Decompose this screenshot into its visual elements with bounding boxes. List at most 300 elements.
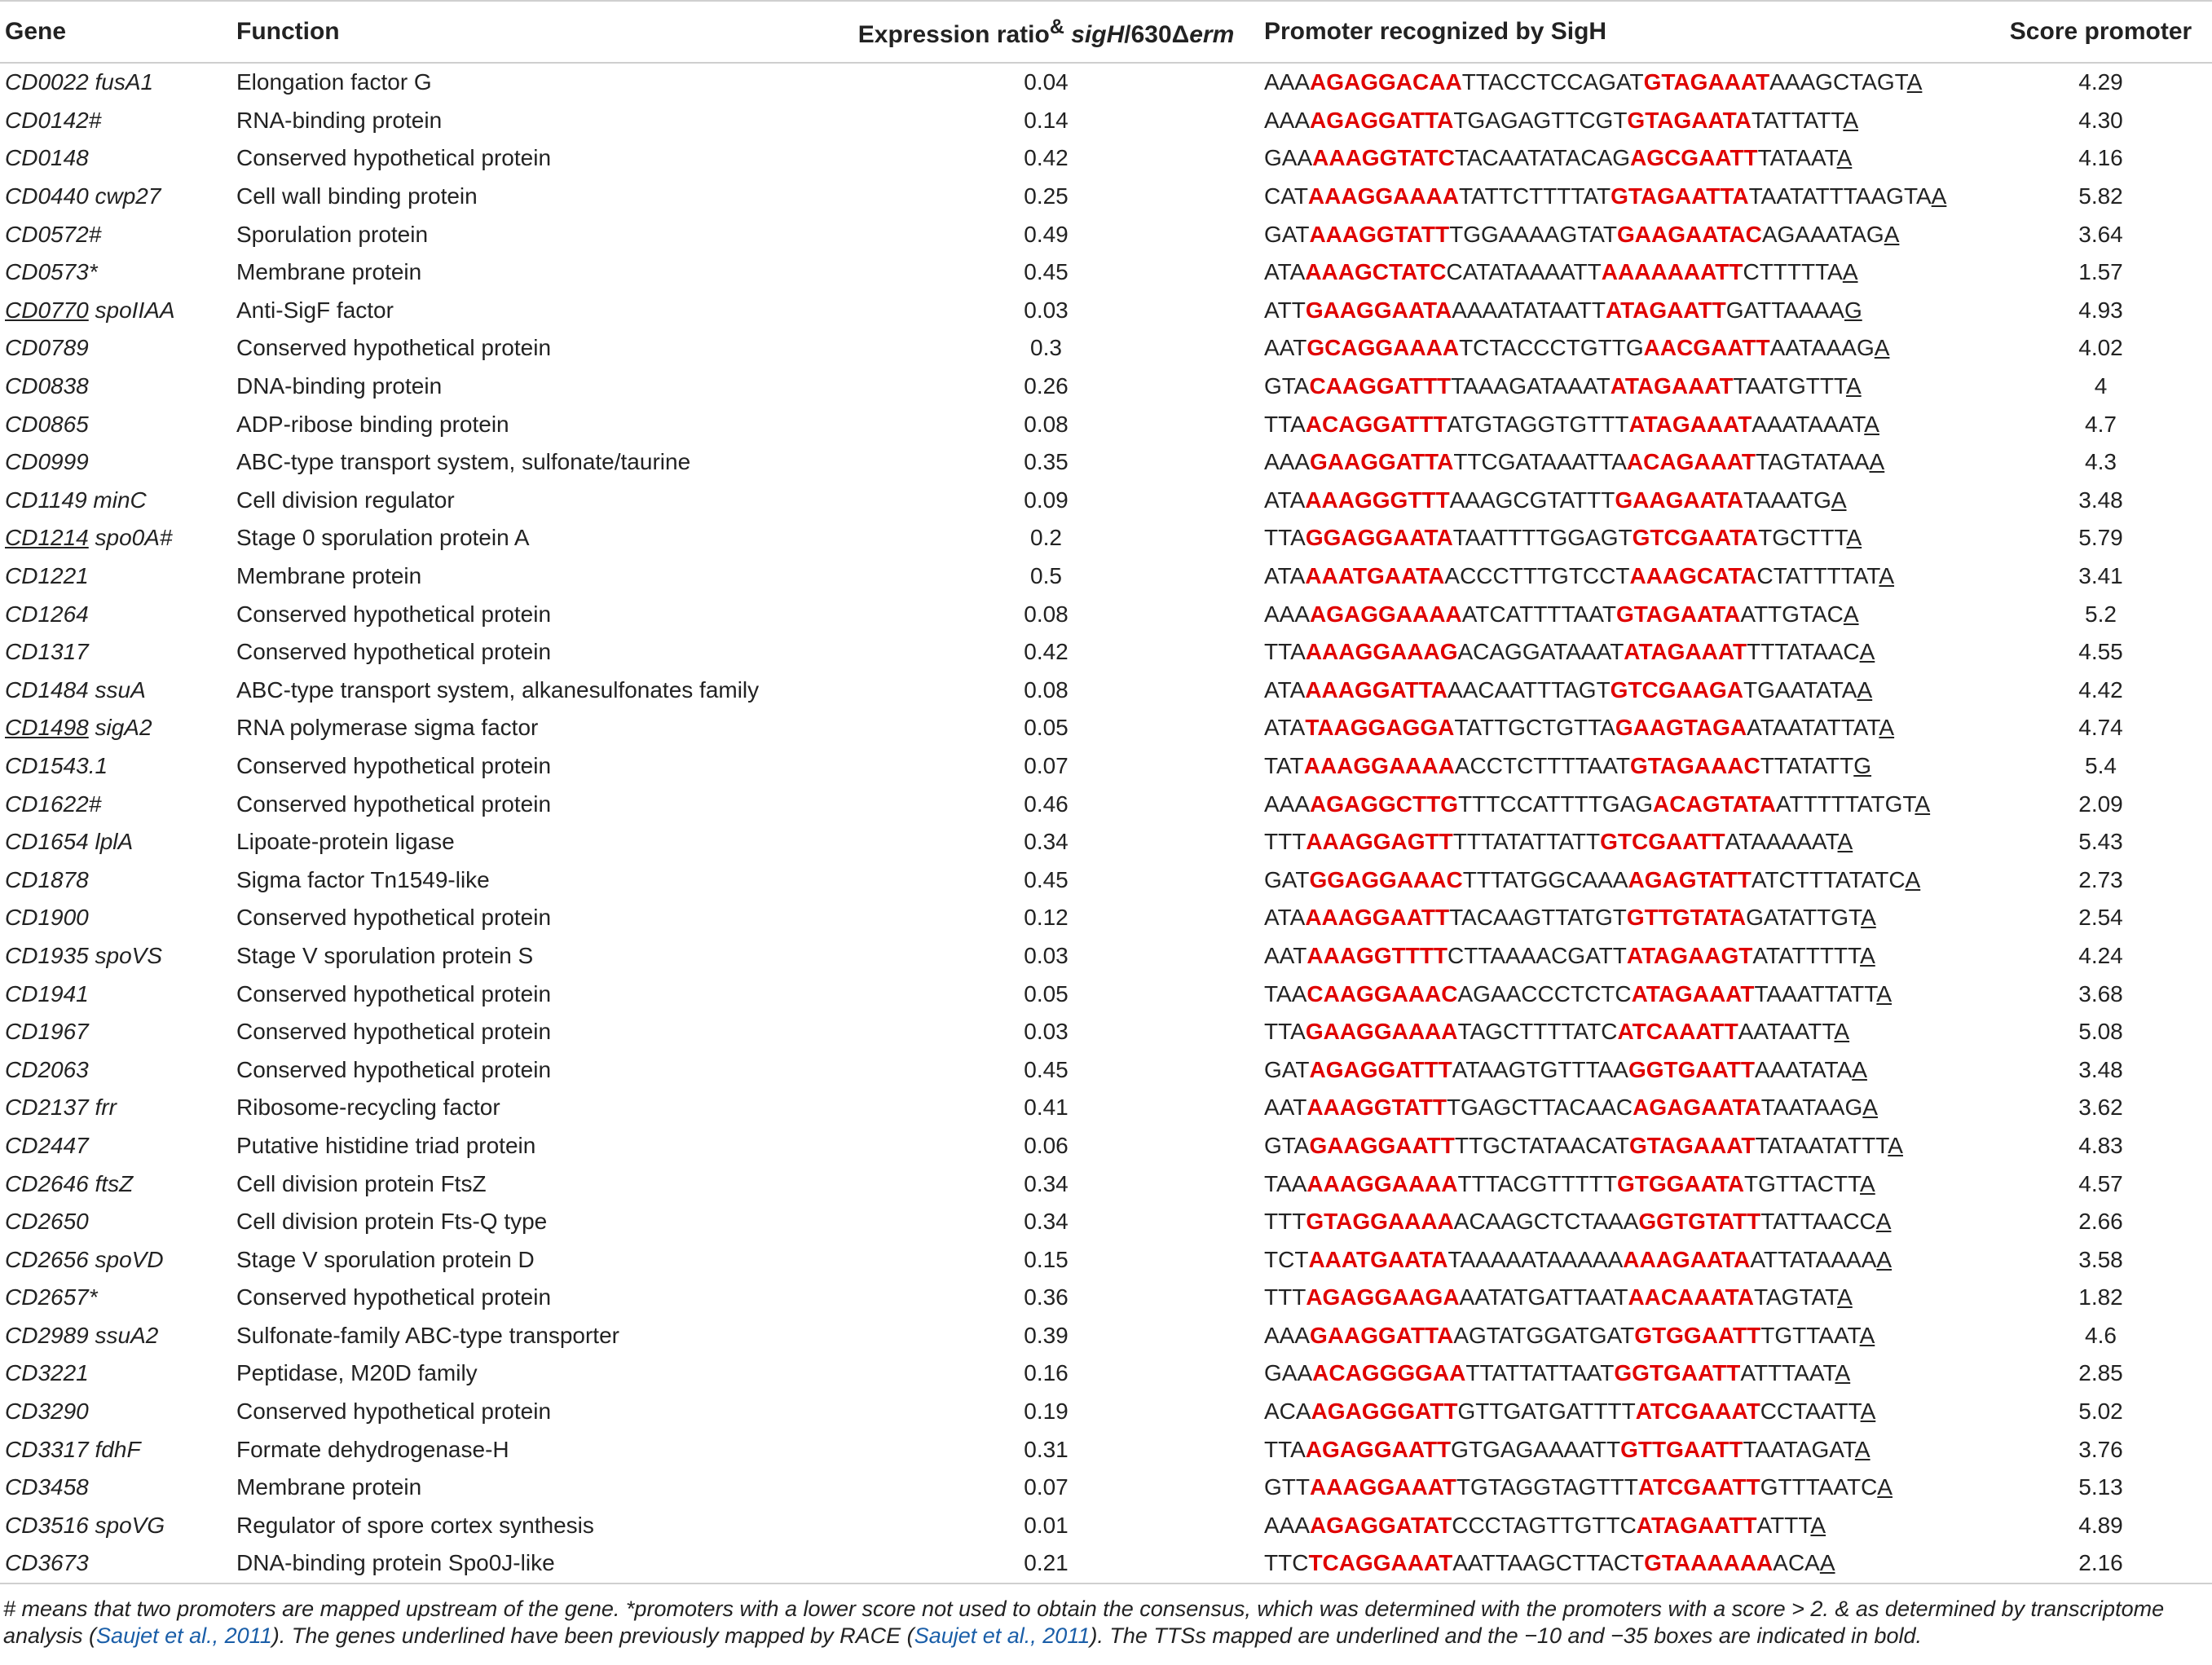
table-row <box>0 482 2212 520</box>
gene-locus: CD0440 <box>5 183 89 209</box>
table-row <box>0 253 2212 292</box>
seq-spacer: TGAGCTTACAAC <box>1447 1095 1633 1121</box>
seq-prefix: AAA <box>1264 1512 1311 1538</box>
minus35-box: CAAGGAAAC <box>1306 980 1458 1006</box>
table-row <box>0 975 2212 1013</box>
expression-ratio-cell: 0.03 <box>1024 942 1069 968</box>
promoter-sequence-cell <box>1264 1507 1989 1545</box>
tss-base: A <box>1874 335 1890 361</box>
gene-cell <box>0 63 236 102</box>
seq-suffix: AAATATA <box>1754 1056 1853 1082</box>
score-cell: 5.13 <box>2078 1474 2123 1500</box>
seq-suffix: TAGTAT <box>1753 1284 1838 1310</box>
minus35-box: AAAGGAAAG <box>1305 639 1458 665</box>
minus35-box: GGAGGAAAC <box>1309 866 1463 892</box>
table-row <box>0 1544 2212 1584</box>
seq-prefix: TTA <box>1264 639 1306 665</box>
gene-symbol: ssuA2 <box>88 1322 159 1348</box>
function-cell: Formate dehydrogenase-H <box>236 1436 509 1462</box>
expression-ratio-cell: 0.05 <box>1024 715 1069 741</box>
minus35-box: AAAGGTATT <box>1309 221 1450 247</box>
promoter-sequence-cell <box>1264 1013 1989 1051</box>
seq-prefix: AAA <box>1264 1322 1311 1348</box>
seq-spacer: ATGTAGGTGTTT <box>1447 411 1629 437</box>
minus10-box: ATAGAAGT <box>1626 942 1753 968</box>
tss-base: A <box>1877 1474 1893 1500</box>
expression-ratio-cell: 0.34 <box>1024 829 1069 855</box>
seq-prefix: TTT <box>1264 1284 1306 1310</box>
expression-ratio-cell: 0.49 <box>1024 221 1069 247</box>
gene-locus: CD2656 <box>5 1246 89 1272</box>
seq-prefix: ACA <box>1264 1399 1311 1425</box>
function-cell: Cell division protein Fts-Q type <box>236 1209 548 1235</box>
minus35-box: AGAGGATAT <box>1310 1512 1452 1538</box>
minus35-box: GAAGGATTA <box>1310 449 1454 475</box>
function-cell: DNA-binding protein <box>236 373 443 399</box>
expression-ratio-cell: 0.39 <box>1024 1322 1069 1348</box>
tss-base: A <box>1859 639 1875 665</box>
seq-suffix: TAATAAG <box>1760 1095 1863 1121</box>
seq-spacer: TTCGATAAATTA <box>1453 449 1627 475</box>
function-cell: ABC-type transport system, alkanesulfonates family <box>236 676 760 703</box>
function-cell: Conserved hypothetical protein <box>236 1284 552 1310</box>
expression-ratio-cell: 0.46 <box>1024 791 1069 817</box>
expression-ratio-cell: 0.25 <box>1024 183 1069 209</box>
gene-cell <box>0 1127 236 1165</box>
seq-suffix: TATTAACC <box>1760 1209 1876 1235</box>
table-row <box>0 899 2212 937</box>
function-cell: Membrane protein <box>236 259 422 285</box>
promoter-sequence-cell <box>1264 1051 1989 1089</box>
gene-locus: CD3673 <box>5 1550 89 1576</box>
minus10-box: GTAGAATA <box>1615 601 1741 627</box>
score-cell: 4.6 <box>2085 1322 2117 1348</box>
gene-symbol: ssuA <box>88 676 146 703</box>
seq-prefix: TTA <box>1264 525 1306 551</box>
expression-ratio-cell: 0.07 <box>1024 752 1069 778</box>
seq-prefix: GAT <box>1264 221 1310 247</box>
seq-spacer: ATCATTTTAAT <box>1461 601 1616 627</box>
score-cell: 4.7 <box>2085 411 2117 437</box>
gene-symbol: cwp27 <box>88 183 161 209</box>
table-row <box>0 215 2212 253</box>
seq-spacer: TAATTTTGGAGT <box>1452 525 1633 551</box>
seq-spacer: AACAATTTAGT <box>1447 676 1611 703</box>
gene-symbol: lplA <box>88 829 134 855</box>
expression-ratio-cell: 0.41 <box>1024 1095 1069 1121</box>
minus35-box: AAAGGAAAA <box>1303 752 1455 778</box>
gene-cell <box>0 102 236 140</box>
function-cell: Sporulation protein <box>236 221 429 247</box>
seq-suffix: TAATATTTAAGTA <box>1748 183 1932 209</box>
promoter-sequence-cell <box>1264 557 1989 596</box>
seq-prefix: GAT <box>1264 866 1310 892</box>
table-row <box>0 785 2212 823</box>
gene-locus: CD1498 <box>5 715 89 741</box>
seq-suffix: TAATAGAT <box>1743 1436 1855 1462</box>
minus35-box: AAAGCTATC <box>1305 259 1447 285</box>
function-cell: Lipoate-protein ligase <box>236 829 455 855</box>
promoter-sequence-cell <box>1264 1393 1989 1431</box>
seq-suffix: CCTAATT <box>1760 1399 1861 1425</box>
seq-suffix: TAAATG <box>1743 487 1831 513</box>
score-cell: 1.57 <box>2078 259 2123 285</box>
score-cell: 4.02 <box>2078 335 2123 361</box>
expression-ratio-cell: 0.15 <box>1024 1246 1069 1272</box>
expression-ratio-cell: 0.19 <box>1024 1399 1069 1425</box>
promoter-sequence-cell <box>1264 1469 1989 1507</box>
seq-suffix: TGTTACTT <box>1744 1170 1861 1196</box>
table-row <box>0 861 2212 899</box>
table-row <box>0 368 2212 406</box>
function-cell: Elongation factor G <box>236 69 432 95</box>
expression-ratio-cell: 0.07 <box>1024 1474 1069 1500</box>
gene-locus: CD2989 <box>5 1322 89 1348</box>
seq-spacer: CATATAAAATT <box>1446 259 1602 285</box>
seq-suffix: GATATTGT <box>1746 905 1862 931</box>
promoter-sequence-cell <box>1264 1127 1989 1165</box>
promoter-sequence-cell <box>1264 1430 1989 1469</box>
seq-suffix: CTTTTTA <box>1743 259 1843 285</box>
score-cell: 4.89 <box>2078 1512 2123 1538</box>
minus35-box: GAAGGAAAA <box>1305 1019 1458 1045</box>
seq-prefix: ATA <box>1264 259 1306 285</box>
gene-cell <box>0 937 236 976</box>
score-cell: 3.68 <box>2078 980 2123 1006</box>
gene-locus: CD1221 <box>5 563 89 589</box>
tss-base: A <box>1876 1246 1893 1272</box>
gene-locus: CD2650 <box>5 1209 89 1235</box>
seq-suffix: TGCTTT <box>1758 525 1847 551</box>
seq-suffix: TATTATT <box>1751 107 1844 133</box>
footnote-citation-1[interactable]: Saujet et al., 2011 <box>96 1623 272 1648</box>
expression-ratio-cell: 0.14 <box>1024 107 1069 133</box>
seq-prefix: AAT <box>1264 942 1307 968</box>
seq-prefix: TAA <box>1264 1170 1307 1196</box>
expression-ratio-cell: 0.42 <box>1024 639 1069 665</box>
seq-spacer: GTGAGAAAATT <box>1451 1436 1621 1462</box>
minus35-box: AAAGGATTA <box>1305 676 1448 703</box>
seq-prefix: AAT <box>1264 1095 1307 1121</box>
table-row <box>0 633 2212 672</box>
minus10-box: ATAGAATT <box>1636 1512 1757 1538</box>
tss-base: A <box>1862 1095 1878 1121</box>
table-row <box>0 405 2212 443</box>
footnote-text-2: ). The genes underlined have been previously mapped by RACE ( <box>271 1623 914 1648</box>
table-row <box>0 672 2212 710</box>
tss-base: A <box>1835 1360 1851 1386</box>
gene-locus: CD1967 <box>5 1019 89 1045</box>
seq-suffix: AATAATT <box>1738 1019 1835 1045</box>
table-row <box>0 1203 2212 1241</box>
tss-base: A <box>1861 905 1876 931</box>
promoter-sequence-cell <box>1264 785 1989 823</box>
gene-locus: CD1264 <box>5 601 89 627</box>
gene-locus: CD1149 <box>5 487 87 513</box>
gene-locus: CD0999 <box>5 449 89 475</box>
seq-prefix: TAA <box>1264 980 1307 1006</box>
expression-ratio-cell: 0.03 <box>1024 297 1069 323</box>
expression-ratio-cell: 0.09 <box>1024 487 1069 513</box>
gene-locus: CD3458 <box>5 1474 89 1500</box>
table-row <box>0 1013 2212 1051</box>
table-row <box>0 1430 2212 1469</box>
minus35-box: AAAGGAGTT <box>1306 829 1453 855</box>
gene-locus: CD2137 <box>5 1095 89 1121</box>
tss-base: G <box>1844 297 1862 323</box>
gene-symbol: frr <box>88 1095 117 1121</box>
seq-spacer: TAAAGATAAAT <box>1451 373 1611 399</box>
gene-locus: CD1941 <box>5 980 89 1006</box>
minus10-box: AAAAAAATT <box>1601 259 1743 285</box>
expression-ratio-cell: 0.42 <box>1024 145 1069 171</box>
function-cell: Conserved hypothetical protein <box>236 335 552 361</box>
function-cell: Stage V sporulation protein S <box>236 942 534 968</box>
minus35-box: GAAGGATTA <box>1310 1322 1454 1348</box>
table-row <box>0 1240 2212 1279</box>
gene-locus: CD2646 <box>5 1170 89 1196</box>
function-cell: Ribosome-recycling factor <box>236 1095 500 1121</box>
expression-ratio-cell: 0.26 <box>1024 373 1069 399</box>
seq-spacer: AGTATGGATGAT <box>1453 1322 1635 1348</box>
score-cell: 3.62 <box>2078 1095 2123 1121</box>
table-body <box>0 63 2212 1584</box>
score-cell: 2.85 <box>2078 1360 2123 1386</box>
minus35-box: AAAGGGTTT <box>1305 487 1450 513</box>
score-cell: 2.73 <box>2078 866 2123 892</box>
seq-spacer: TTACCTCCAGAT <box>1461 69 1644 95</box>
gene-locus: CD3221 <box>5 1360 89 1386</box>
promoter-sequence-cell <box>1264 899 1989 937</box>
gene-cell <box>0 253 236 292</box>
footnote-citation-2[interactable]: Saujet et al., 2011 <box>914 1623 1091 1648</box>
tss-base: A <box>1842 259 1858 285</box>
seq-spacer: ACAAGCTCTAAA <box>1453 1209 1639 1235</box>
promoter-sequence-cell <box>1264 443 1989 482</box>
function-cell: DNA-binding protein Spo0J-like <box>236 1544 828 1584</box>
score-cell: 4.83 <box>2078 1132 2123 1158</box>
seq-suffix: ATTATAAAA <box>1750 1246 1877 1272</box>
tss-base: A <box>1854 1436 1871 1462</box>
seq-suffix: GATTAAAA <box>1725 297 1844 323</box>
gene-locus: CD1214 <box>5 525 89 551</box>
seq-spacer: TGTAGGTAGTTT <box>1456 1474 1638 1500</box>
seq-prefix: TTA <box>1264 1019 1306 1045</box>
table-row <box>0 1317 2212 1355</box>
seq-spacer: TCTACCCTGTTG <box>1459 335 1644 361</box>
footnote-text-1: # means that two promoters are mapped upstream of the gene. *promoters with a lower score not used to obtain the consensus, which was determined with the promoters with a score > 2. & as determined by transcriptome analysis ( <box>3 1597 2165 1648</box>
minus35-box: CAAGGATTT <box>1309 373 1452 399</box>
score-cell: 4.55 <box>2078 639 2123 665</box>
minus35-box: GCAGGAAAA <box>1306 335 1460 361</box>
seq-prefix: TCT <box>1264 1246 1309 1272</box>
minus35-box: ACAGGATTT <box>1305 411 1447 437</box>
minus10-box: GAAGAATA <box>1615 487 1743 513</box>
function-cell: Cell division protein FtsZ <box>236 1170 487 1196</box>
score-cell: 2.16 <box>1989 1544 2212 1584</box>
gene-locus: CD0838 <box>5 373 89 399</box>
seq-spacer: CTTAAAACGATT <box>1447 942 1627 968</box>
function-cell: Conserved hypothetical protein <box>236 752 552 778</box>
seq-suffix: ATCTTTATATC <box>1751 866 1906 892</box>
gene-cell <box>0 1013 236 1051</box>
seq-spacer: ACAGGATAAAT <box>1457 639 1624 665</box>
score-cell: 5.2 <box>2085 601 2117 627</box>
minus10-box: GTGGAATT <box>1634 1322 1761 1348</box>
promoter-sequence-cell <box>1264 139 1989 178</box>
gene-symbol: sigA2 <box>88 715 152 741</box>
minus10-box: ATAGAAAT <box>1624 639 1747 665</box>
score-cell: 3.58 <box>2078 1246 2123 1272</box>
minus10-box: GTCGAAGA <box>1610 676 1743 703</box>
gene-cell <box>0 1089 236 1127</box>
seq-suffix: AAAGCTAGT <box>1769 69 1907 95</box>
seq-spacer: TACAAGTTATGT <box>1449 905 1627 931</box>
seq-spacer: AATATGATTAAT <box>1459 1284 1628 1310</box>
table-row <box>0 139 2212 178</box>
promoter-sequence-cell <box>1264 329 1989 368</box>
gene-cell <box>0 1354 236 1393</box>
gene-locus: CD1484 <box>5 676 89 703</box>
seq-spacer: ATAAGTGTTTAA <box>1452 1056 1628 1082</box>
seq-spacer: TAAAAATAAAAA <box>1447 1246 1624 1272</box>
gene-cell <box>0 1317 236 1355</box>
minus35-box: AAAGGAATT <box>1305 905 1450 931</box>
seq-suffix: TGAATATA <box>1743 676 1857 703</box>
promoter-sequence-cell <box>1264 482 1989 520</box>
expression-ratio-cell: 0.5 <box>1030 563 1062 589</box>
tss-base: A <box>1857 676 1873 703</box>
header-expression-erm: erm <box>1189 20 1235 48</box>
gene-cell <box>0 1544 236 1584</box>
minus10-box: AAAGAATA <box>1623 1246 1751 1272</box>
minus35-box: AAAGGAAAA <box>1306 1170 1458 1196</box>
header-expression-mid: /630Δ <box>1124 20 1190 48</box>
promoter-sequence-cell <box>1264 1279 1989 1317</box>
tss-base: G <box>1853 752 1872 778</box>
score-cell: 2.54 <box>2078 905 2123 931</box>
table-row <box>0 443 2212 482</box>
header-expression-sup: & <box>1049 15 1064 38</box>
table-row <box>0 292 2212 330</box>
promoter-sequence-cell <box>1264 823 1989 861</box>
header-promoter: Promoter recognized by SigH <box>1264 1 1989 63</box>
gene-cell <box>0 1430 236 1469</box>
gene-cell <box>0 443 236 482</box>
minus35-box: AGAGGGATT <box>1311 1399 1458 1425</box>
function-cell: Conserved hypothetical protein <box>236 905 552 931</box>
score-cell: 2.66 <box>2078 1209 2123 1235</box>
tss-base: A <box>1843 601 1859 627</box>
function-cell: Putative histidine triad protein <box>236 1132 536 1158</box>
minus10-box: ATAGAAAT <box>1628 411 1752 437</box>
score-cell: 3.48 <box>2078 487 2123 513</box>
score-cell: 4.16 <box>2078 145 2123 171</box>
seq-suffix: TTATATT <box>1760 752 1854 778</box>
minus35-box: AGAGGACAA <box>1310 69 1462 95</box>
expression-ratio-cell: 0.34 <box>1024 1209 1069 1235</box>
function-cell: Sigma factor Tn1549-like <box>236 866 490 892</box>
minus10-box: ATCGAATT <box>1637 1474 1760 1500</box>
expression-ratio-cell: 0.08 <box>1024 411 1069 437</box>
tss-base: A <box>1879 715 1895 741</box>
minus35-box: GGAGGAATA <box>1305 525 1453 551</box>
seq-suffix: CTATTTTAT <box>1756 563 1879 589</box>
expression-ratio-cell: 0.34 <box>1024 1170 1069 1196</box>
table-row <box>0 1089 2212 1127</box>
seq-suffix: ACA <box>1773 1550 1820 1576</box>
gene-symbol: fdhF <box>88 1436 141 1462</box>
function-cell: Conserved hypothetical protein <box>236 601 552 627</box>
tss-base: A <box>1860 942 1875 968</box>
seq-spacer: TTTCCATTTTGAG <box>1458 791 1654 817</box>
gene-symbol: minC <box>86 487 147 513</box>
gene-locus: CD0572# <box>5 221 102 247</box>
seq-prefix: ATA <box>1264 905 1306 931</box>
gene-locus: CD0022 <box>5 69 89 95</box>
gene-symbol: spoVG <box>88 1512 165 1538</box>
table-row <box>0 63 2212 102</box>
score-cell: 4 <box>2094 373 2108 399</box>
gene-locus: CD1900 <box>5 905 89 931</box>
tss-base: A <box>1884 221 1900 247</box>
tss-base: A <box>1905 866 1921 892</box>
minus10-box: GAAGTAGA <box>1615 715 1747 741</box>
function-cell: Regulator of spore cortex synthesis <box>236 1512 594 1538</box>
promoter-sequence-cell <box>1264 1354 1989 1393</box>
gene-cell <box>0 861 236 899</box>
seq-prefix: ATA <box>1264 676 1306 703</box>
seq-spacer: TTTACGTTTTT <box>1457 1170 1617 1196</box>
function-cell: ADP-ribose binding protein <box>236 411 509 437</box>
gene-symbol: spoVD <box>88 1246 164 1272</box>
seq-prefix: ATA <box>1264 563 1306 589</box>
seq-suffix: TAAATTATT <box>1754 980 1877 1006</box>
promoter-sequence-cell <box>1264 1165 1989 1203</box>
promoter-sequence-cell <box>1264 595 1989 633</box>
gene-cell <box>0 1507 236 1545</box>
promoter-sequence-cell <box>1264 63 1989 102</box>
header-function: Function <box>236 1 828 63</box>
score-cell: 3.41 <box>2078 563 2123 589</box>
seq-spacer: TTGCTATAACAT <box>1454 1132 1629 1158</box>
function-cell: Cell division regulator <box>236 487 455 513</box>
expression-ratio-cell: 0.08 <box>1024 601 1069 627</box>
seq-prefix: AAT <box>1264 335 1307 361</box>
gene-cell <box>0 329 236 368</box>
expression-ratio-cell: 0.21 <box>828 1544 1264 1584</box>
function-cell: Conserved hypothetical protein <box>236 980 552 1006</box>
promoter-sequence-cell <box>1264 1544 1989 1584</box>
gene-symbol: spo0A# <box>88 525 173 551</box>
minus10-box: GTAAAAAA <box>1644 1550 1774 1576</box>
tss-base: A <box>1810 1512 1826 1538</box>
header-expression-sigh: sigH <box>1071 20 1125 48</box>
gene-locus: CD3317 <box>5 1436 89 1462</box>
gene-cell <box>0 785 236 823</box>
seq-spacer: AGAACCCTCTC <box>1457 980 1632 1006</box>
score-cell: 4.24 <box>2078 942 2123 968</box>
function-cell: Anti-SigF factor <box>236 297 394 323</box>
promoter-sequence-cell <box>1264 1203 1989 1241</box>
gene-cell <box>0 1469 236 1507</box>
gene-locus: CD1543.1 <box>5 752 108 778</box>
header-row <box>0 1 2212 63</box>
score-cell: 5.08 <box>2078 1019 2123 1045</box>
gene-locus: CD0573* <box>5 259 98 285</box>
expression-ratio-cell: 0.03 <box>1024 1019 1069 1045</box>
seq-prefix: GAA <box>1264 1360 1313 1386</box>
